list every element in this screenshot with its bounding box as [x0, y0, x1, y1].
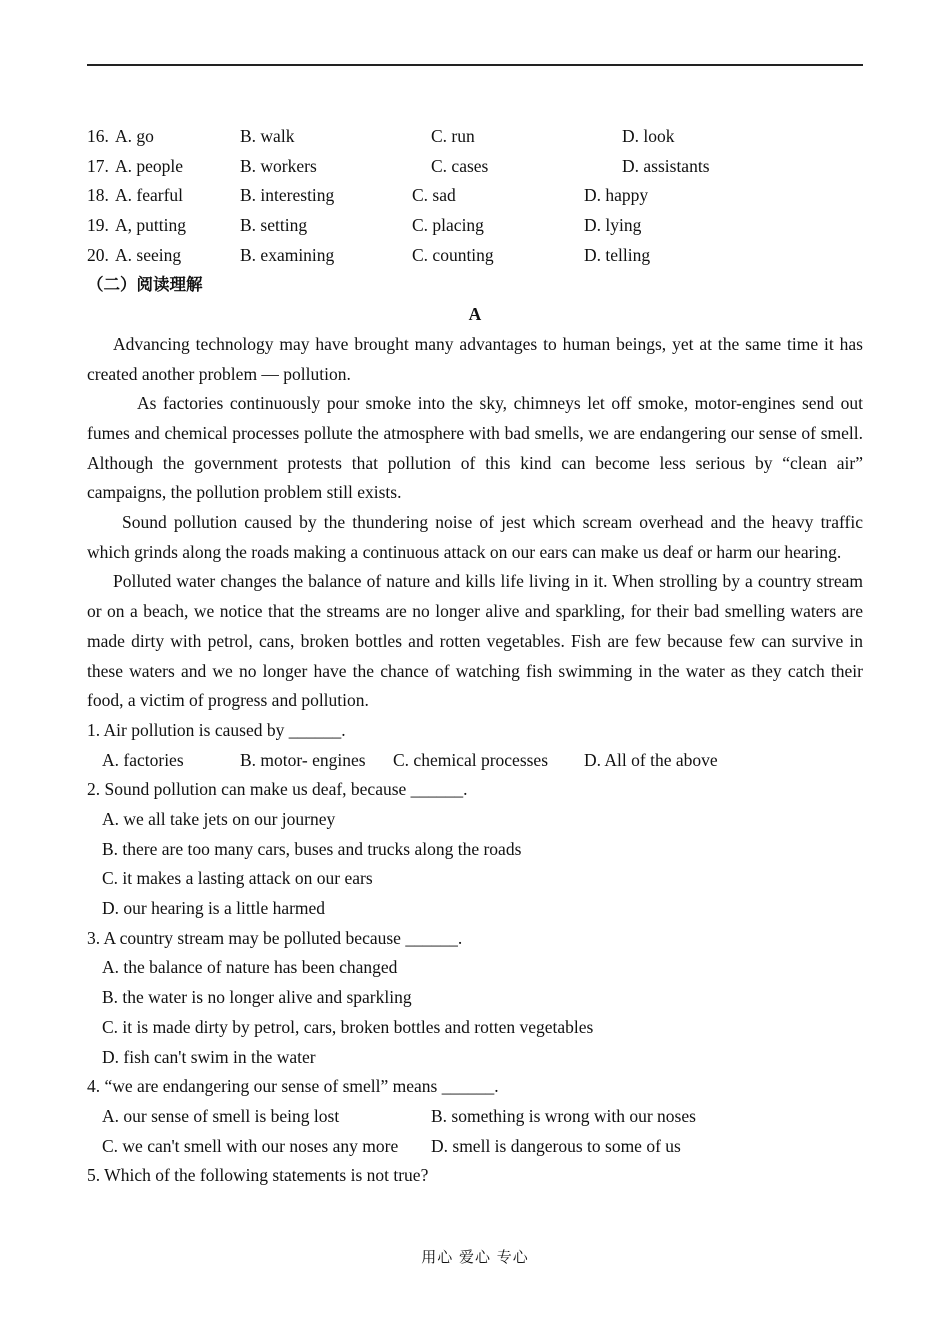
cloze-option-row [87, 181, 863, 211]
option-d: D. our hearing is a little harmed [102, 898, 326, 919]
option-b: B. something is wrong with our noses [431, 1105, 696, 1126]
option-d: D. telling [584, 244, 651, 265]
question-number: 16. [87, 126, 109, 146]
option-b: B. walk [240, 126, 295, 146]
option-c: C. chemical processes [393, 749, 549, 770]
passage-paragraph: Polluted water changes the balance of nature and kills life living in it. When strolling by a country stream or on a beach, we notice that the streams are no longer alive and sparkling, for their bad smelling waters are made dirty with petrol, cans, broken bottles and rotten vegetables. Fish are few because few can survive in these waters and we no longer have the chance of watching fish swimming in the water as they catch their food, a victim of progress and pollution. [87, 571, 863, 711]
question-stem: 4. “we are endangering our sense of smell” means ______. [87, 1076, 499, 1097]
header-rule [87, 64, 863, 66]
question-stem: 2. Sound pollution can make us deaf, because ______. [87, 779, 468, 800]
option-a: A. people [115, 155, 184, 176]
passage-title: A [468, 304, 482, 325]
option-a: A. fearful [115, 185, 184, 206]
option-d: D. assistants [622, 155, 710, 176]
question-options [87, 1132, 863, 1162]
option-c: C. cases [431, 155, 489, 176]
option-d: D. happy [584, 185, 649, 206]
option-b: B. there are too many cars, buses and trucks along the roads [102, 838, 522, 859]
option-b: B. examining [240, 244, 335, 265]
option-c: C. sad [412, 185, 456, 206]
page-content [87, 122, 863, 1191]
question-number: 20. [87, 244, 109, 265]
page-footer: 用心 爱心 专心 [421, 1248, 529, 1266]
option-c: C. counting [412, 244, 494, 265]
option-a: A. go [115, 126, 154, 146]
question-options [87, 746, 863, 776]
option-c: C. it makes a lasting attack on our ears [102, 868, 373, 889]
option-b: B. motor- engines [240, 749, 366, 770]
option-a: A. the balance of nature has been changed [102, 957, 398, 978]
option-d: D. smell is dangerous to some of us [431, 1135, 681, 1156]
cloze-option-row [87, 122, 863, 152]
passage-paragraph: Advancing technology may have brought many advantages to human beings, yet at the same time it has created another problem — pollution. [87, 333, 863, 384]
option-d: D. All of the above [584, 749, 718, 770]
question-stem: 1. Air pollution is caused by ______. [87, 719, 346, 740]
passage-paragraph: As factories continuously pour smoke into the sky, chimneys let off smoke, motor-engines send out fumes and chemical processes pollute the atmosphere with bad smells, we are endangering our sense of smell. Although the government protests that pollution of this kind can become less serious by “clean air” campaigns, the pollution problem still exists. [87, 393, 863, 503]
option-d: D. look [622, 126, 675, 146]
option-b: B. setting [240, 215, 308, 236]
option-c: C. it is made dirty by petrol, cars, broken bottles and rotten vegetables [102, 1016, 594, 1037]
question-stem: 3. A country stream may be polluted because ______. [87, 927, 463, 948]
option-b: B. interesting [240, 185, 335, 206]
question-stem: 5. Which of the following statements is not true? [87, 1165, 429, 1186]
option-b: B. workers [240, 155, 317, 176]
question-number: 18. [87, 185, 109, 206]
cloze-option-row [87, 211, 863, 241]
question-number: 17. [87, 155, 109, 176]
question-options [87, 1102, 863, 1132]
option-c: C. run [431, 126, 475, 146]
option-a: A. factories [102, 749, 184, 770]
option-a: A. our sense of smell is being lost [102, 1105, 340, 1126]
cloze-option-row [87, 241, 863, 271]
passage-paragraph: Sound pollution caused by the thundering noise of jest which scream overhead and the heavy traffic which grinds along the roads making a continuous attack on our ears can make us deaf or harm our hearing. [87, 512, 863, 562]
option-c: C. placing [412, 215, 484, 236]
option-d: D. lying [584, 215, 642, 236]
option-a: A, putting [115, 215, 186, 236]
section-heading: （二）阅读理解 [87, 275, 203, 295]
option-b: B. the water is no longer alive and sparkling [102, 987, 412, 1008]
cloze-option-row [87, 152, 863, 182]
option-c: C. we can't smell with our noses any more [102, 1135, 399, 1156]
option-a: A. we all take jets on our journey [102, 809, 336, 830]
question-number: 19. [87, 215, 109, 236]
option-d: D. fish can't swim in the water [102, 1046, 316, 1067]
option-a: A. seeing [115, 244, 182, 265]
